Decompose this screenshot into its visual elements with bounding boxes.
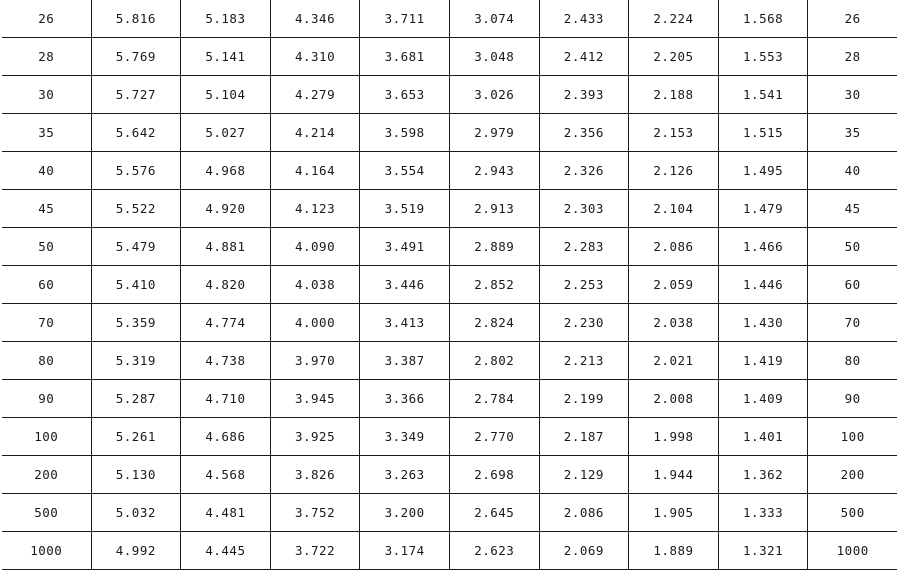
table-cell: 4.038 [270,266,360,304]
table-cell: 3.722 [270,532,360,570]
table-cell: 4.774 [181,304,271,342]
table-cell: 5.576 [91,152,181,190]
table-cell: 1.419 [718,342,808,380]
row-label-cell: 45 [2,190,91,228]
table-cell: 2.412 [539,38,629,76]
table-cell: 2.059 [629,266,719,304]
table-cell: 4.445 [181,532,271,570]
row-label-cell: 26 [2,0,91,38]
table-cell: 1.430 [718,304,808,342]
table-row [2,456,897,494]
table-cell: 1.944 [629,456,719,494]
table-cell: 2.393 [539,76,629,114]
table-cell: 5.104 [181,76,271,114]
table-cell: 1.479 [718,190,808,228]
table-cell: 2.086 [629,228,719,266]
table-cell: 2.824 [449,304,539,342]
table-cell: 3.026 [449,76,539,114]
table-cell: 4.123 [270,190,360,228]
table-cell: 4.310 [270,38,360,76]
table-cell: 1.553 [718,38,808,76]
table-cell: 3.653 [360,76,450,114]
table-cell: 2.038 [629,304,719,342]
row-label-cell: 100 [2,418,91,456]
row-label-cell: 500 [2,494,91,532]
row-label-cell-right: 40 [808,152,897,190]
table-cell: 3.200 [360,494,450,532]
table-cell: 1.568 [718,0,808,38]
table-cell: 4.568 [181,456,271,494]
table-cell: 4.738 [181,342,271,380]
table-cell: 1.541 [718,76,808,114]
row-label-cell-right: 50 [808,228,897,266]
table-cell: 1.466 [718,228,808,266]
table-row [2,266,897,304]
table-cell: 5.359 [91,304,181,342]
table-cell: 2.199 [539,380,629,418]
row-label-cell: 1000 [2,532,91,570]
table-cell: 5.027 [181,114,271,152]
table-cell: 5.141 [181,38,271,76]
table-cell: 3.413 [360,304,450,342]
table-cell: 2.230 [539,304,629,342]
table-body [2,0,897,570]
table-cell: 5.816 [91,0,181,38]
table-cell: 4.710 [181,380,271,418]
row-label-cell-right: 90 [808,380,897,418]
table-cell: 5.032 [91,494,181,532]
table-row [2,228,897,266]
table-cell: 4.346 [270,0,360,38]
row-label-cell-right: 70 [808,304,897,342]
table-cell: 2.623 [449,532,539,570]
row-label-cell-right: 500 [808,494,897,532]
table-cell: 1.401 [718,418,808,456]
table-cell: 3.446 [360,266,450,304]
table-cell: 3.598 [360,114,450,152]
table-cell: 2.433 [539,0,629,38]
table-row [2,342,897,380]
table-cell: 2.356 [539,114,629,152]
table-row [2,38,897,76]
table-cell: 2.021 [629,342,719,380]
table-cell: 2.224 [629,0,719,38]
row-label-cell: 80 [2,342,91,380]
table-cell: 2.126 [629,152,719,190]
table-cell: 2.104 [629,190,719,228]
table-cell: 3.970 [270,342,360,380]
table-row [2,114,897,152]
table-cell: 4.214 [270,114,360,152]
table-cell: 2.303 [539,190,629,228]
row-label-cell: 50 [2,228,91,266]
table-cell: 2.188 [629,76,719,114]
table-cell: 5.522 [91,190,181,228]
table-cell: 1.515 [718,114,808,152]
table-cell: 5.287 [91,380,181,418]
table-row [2,0,897,38]
table-cell: 2.069 [539,532,629,570]
table-row [2,494,897,532]
row-label-cell: 60 [2,266,91,304]
table-cell: 3.491 [360,228,450,266]
table-cell: 4.279 [270,76,360,114]
table-cell: 3.349 [360,418,450,456]
table-cell: 2.770 [449,418,539,456]
table-cell: 2.913 [449,190,539,228]
table-row [2,532,897,570]
row-label-cell: 200 [2,456,91,494]
table-cell: 3.074 [449,0,539,38]
table-cell: 2.213 [539,342,629,380]
table-row [2,380,897,418]
table-cell: 2.153 [629,114,719,152]
table-cell: 4.481 [181,494,271,532]
row-label-cell-right: 28 [808,38,897,76]
table-cell: 4.164 [270,152,360,190]
row-label-cell: 40 [2,152,91,190]
table-cell: 4.920 [181,190,271,228]
table-cell: 2.802 [449,342,539,380]
table-cell: 2.086 [539,494,629,532]
table-cell: 3.681 [360,38,450,76]
table-cell: 3.925 [270,418,360,456]
table-cell: 1.446 [718,266,808,304]
table-cell: 5.410 [91,266,181,304]
table-cell: 3.554 [360,152,450,190]
row-label-cell-right: 30 [808,76,897,114]
row-label-cell: 28 [2,38,91,76]
table-cell: 2.008 [629,380,719,418]
table-cell: 2.645 [449,494,539,532]
row-label-cell-right: 26 [808,0,897,38]
row-label-cell: 35 [2,114,91,152]
table-cell: 2.979 [449,114,539,152]
table-cell: 3.711 [360,0,450,38]
row-label-cell-right: 45 [808,190,897,228]
row-label-cell-right: 1000 [808,532,897,570]
table-cell: 1.409 [718,380,808,418]
table-cell: 1.333 [718,494,808,532]
table-cell: 5.727 [91,76,181,114]
table-cell: 4.968 [181,152,271,190]
table-cell: 1.321 [718,532,808,570]
table-cell: 2.698 [449,456,539,494]
table-row [2,190,897,228]
table-cell: 2.129 [539,456,629,494]
table-row [2,418,897,456]
table-cell: 2.187 [539,418,629,456]
table-cell: 2.253 [539,266,629,304]
table-cell: 3.826 [270,456,360,494]
table-cell: 5.642 [91,114,181,152]
table-row [2,76,897,114]
table-cell: 3.263 [360,456,450,494]
table-cell: 2.943 [449,152,539,190]
row-label-cell: 30 [2,76,91,114]
table-cell: 5.261 [91,418,181,456]
table-cell: 2.852 [449,266,539,304]
data-table [2,0,897,570]
table-cell: 3.752 [270,494,360,532]
table-cell: 3.387 [360,342,450,380]
table-cell: 3.519 [360,190,450,228]
table-cell: 2.205 [629,38,719,76]
table-cell: 5.769 [91,38,181,76]
row-label-cell: 90 [2,380,91,418]
table-cell: 2.283 [539,228,629,266]
table-cell: 3.366 [360,380,450,418]
table-cell: 5.319 [91,342,181,380]
table-cell: 1.362 [718,456,808,494]
table-cell: 5.130 [91,456,181,494]
table-cell: 1.495 [718,152,808,190]
table-cell: 2.326 [539,152,629,190]
table-cell: 1.905 [629,494,719,532]
table-row [2,152,897,190]
table-cell: 4.686 [181,418,271,456]
table-cell: 4.881 [181,228,271,266]
row-label-cell: 70 [2,304,91,342]
row-label-cell-right: 35 [808,114,897,152]
table-cell: 2.889 [449,228,539,266]
table-cell: 4.820 [181,266,271,304]
row-label-cell-right: 60 [808,266,897,304]
table-cell: 3.174 [360,532,450,570]
table-row [2,304,897,342]
row-label-cell-right: 100 [808,418,897,456]
table-cell: 5.479 [91,228,181,266]
table-cell: 3.048 [449,38,539,76]
row-label-cell-right: 200 [808,456,897,494]
table-cell: 3.945 [270,380,360,418]
table-cell: 4.992 [91,532,181,570]
table-cell: 4.090 [270,228,360,266]
table-cell: 1.998 [629,418,719,456]
table-cell: 1.889 [629,532,719,570]
table-cell: 4.000 [270,304,360,342]
table-cell: 5.183 [181,0,271,38]
table-cell: 2.784 [449,380,539,418]
row-label-cell-right: 80 [808,342,897,380]
